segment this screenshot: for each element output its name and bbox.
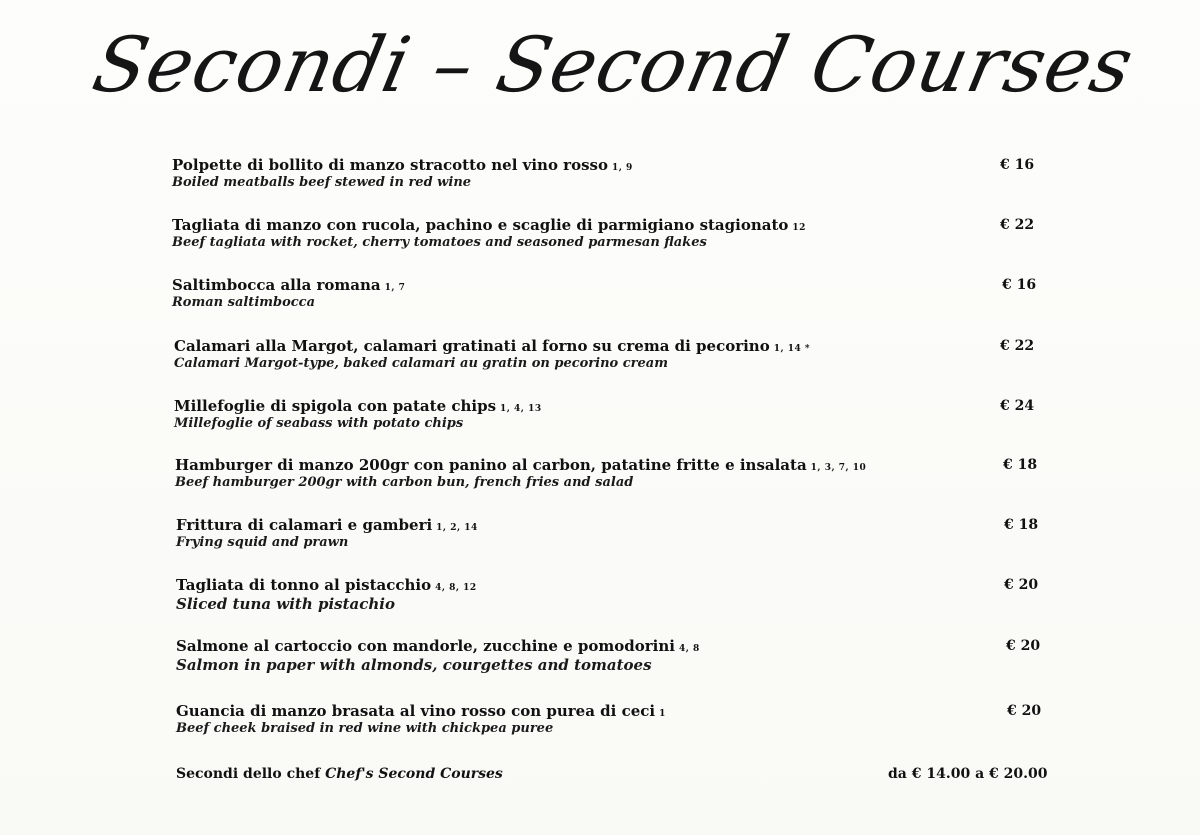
item-allergens: 1, 4, 13	[500, 404, 542, 414]
item-name: Frittura di calamari e gamberi 1, 2, 14	[176, 516, 478, 534]
item-price: € 16	[1000, 157, 1035, 173]
item-allergens: 1, 3, 7, 10	[810, 463, 867, 473]
item-name: Calamari alla Margot, calamari gratinati al forno su crema di pecorino 1, 14 *	[174, 337, 811, 355]
item-allergens: 4, 8	[678, 644, 700, 654]
item-price: € 18	[1004, 517, 1039, 533]
item-name: Hamburger di manzo 200gr con panino al carbon, patatine fritte e insalata 1, 3, 7, 10	[175, 456, 867, 474]
item-description: Roman saltimbocca	[172, 295, 316, 310]
item-price: € 16	[1002, 277, 1037, 293]
item-price: € 20	[1004, 577, 1039, 593]
item-allergens: 1	[659, 709, 666, 719]
menu-title: Secondi – Second Courses	[85, 20, 1142, 109]
item-description: Calamari Margot-type, baked calamari au gratin on pecorino cream	[174, 356, 668, 371]
item-price: € 22	[1000, 217, 1035, 233]
item-name: Salmone al cartoccio con mandorle, zucchine e pomodorini 4, 8	[176, 637, 700, 655]
item-price: € 22	[1000, 338, 1035, 354]
item-name: Tagliata di manzo con rucola, pachino e scaglie di parmigiano stagionato 12	[172, 216, 806, 234]
menu-item	[176, 637, 1056, 683]
menu-item	[174, 397, 1054, 443]
item-name: Saltimbocca alla romana 1, 7	[172, 276, 406, 294]
item-description: Millefoglie of seabass with potato chips	[174, 416, 464, 431]
item-allergens: 4, 8, 12	[435, 583, 477, 593]
menu-item	[176, 576, 1056, 622]
menu-item	[172, 276, 1052, 322]
item-price: € 24	[1000, 398, 1035, 414]
item-description: Frying squid and prawn	[176, 535, 349, 550]
item-allergens: 1, 7	[384, 283, 406, 293]
item-description: Sliced tuna with pistachio	[176, 595, 395, 613]
menu-item	[176, 516, 1056, 562]
item-description: Beef cheek braised in red wine with chickpea puree	[176, 721, 554, 736]
item-price: € 18	[1003, 457, 1038, 473]
chef-label-english: Chef's Second Courses	[325, 766, 503, 782]
item-name: Tagliata di tonno al pistacchio 4, 8, 12	[176, 576, 477, 594]
item-price: € 20	[1007, 703, 1042, 719]
item-description: Salmon in paper with almonds, courgettes and tomatoes	[176, 656, 652, 674]
chef-price-range: da € 14.00 a € 20.00	[888, 766, 1048, 782]
chef-second-courses	[176, 765, 1056, 787]
menu-item	[172, 216, 1052, 262]
item-name: Polpette di bollito di manzo stracotto nel vino rosso 1, 9	[172, 156, 633, 174]
chef-label: Secondi dello chef Chef's Second Courses	[176, 766, 503, 782]
item-allergens: 1, 9	[611, 163, 633, 173]
item-description: Beef tagliata with rocket, cherry tomatoes and seasoned parmesan flakes	[172, 235, 707, 250]
menu-item	[174, 337, 1054, 383]
item-allergens: 1, 2, 14	[436, 523, 478, 533]
item-description: Beef hamburger 200gr with carbon bun, french fries and salad	[175, 475, 634, 490]
menu-item	[172, 156, 1052, 202]
menu-item	[175, 456, 1055, 502]
item-name: Guancia di manzo brasata al vino rosso con purea di ceci 1	[176, 702, 666, 720]
item-description: Boiled meatballs beef stewed in red wine	[172, 175, 472, 190]
item-allergens: 12	[792, 223, 806, 233]
item-name: Millefoglie di spigola con patate chips 1, 4, 13	[174, 397, 542, 415]
item-price: € 20	[1006, 638, 1041, 654]
item-allergens: 1, 14 *	[773, 344, 811, 354]
menu-item	[176, 702, 1056, 748]
